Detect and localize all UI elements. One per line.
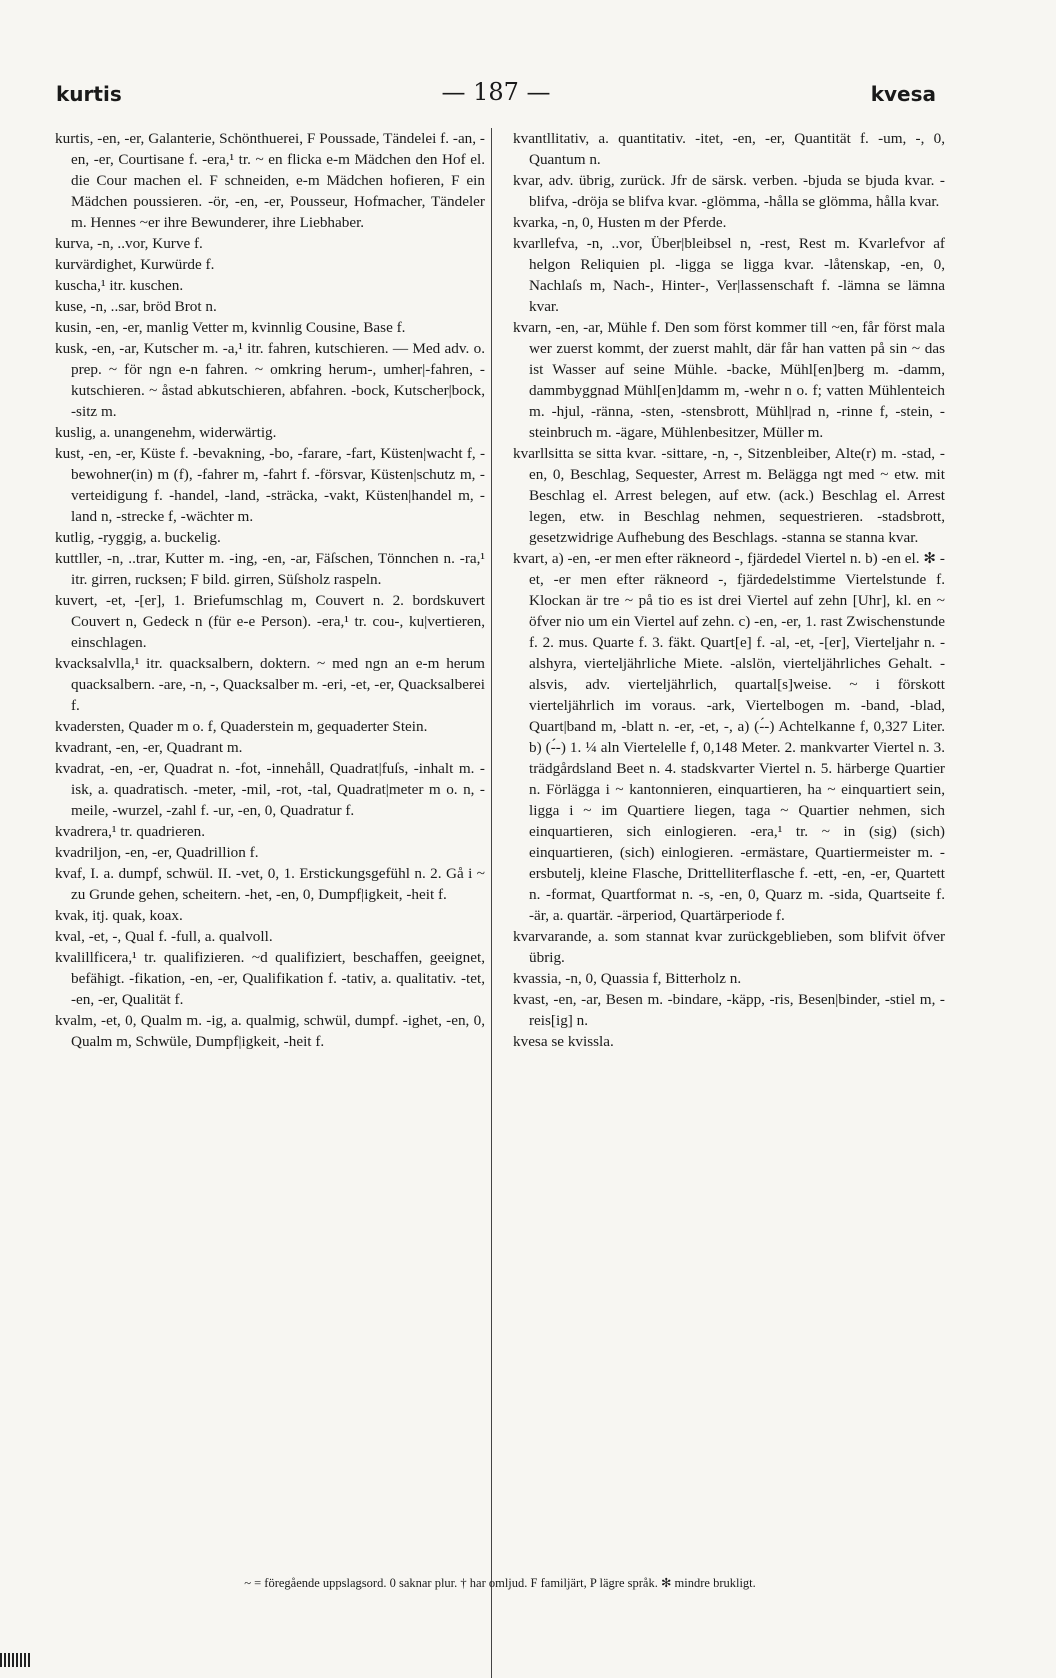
dictionary-entry: kurvärdighet, Kurwürde f.: [55, 256, 215, 273]
dictionary-entry: kvarn, -en, -ar, Mühle f. Den som först kommer till ~en, får först mala wer zuerst kommt, der zuerst mahlt, där får han vatten på sin ~ das ist Wasser auf seine Mühle. -backe, Mühl[en]berg m. -damm, dammbyggnad Mühl[en]damm m, -wehr n o. f; vatten Mühlenteich m. -hjul, -ränna, -sten, -stensbrott, Mühl|rad n, -rinne f, -stein, -steinbruch m. -ägare, Mühlenbesitzer, Müller m.: [513, 319, 945, 441]
page-number: — 187 —: [441, 78, 551, 106]
legend-footer: ~ = föregående uppslagsord. 0 saknar plur. † har omljud. F familjärt, P lägre språk. ✻ mindre brukligt.: [244, 1576, 756, 1590]
dictionary-entry: kuvert, -et, -[er], 1. Briefumschlag m, Couvert n. 2. bordskuvert Couvert n, Gedeck n (für e-e Person). -era,¹ tr. cou-, ku|vertieren, einschlagen.: [55, 592, 485, 651]
dictionary-entry: kusk, -en, -ar, Kutscher m. -a,¹ itr. fahren, kutschieren. — Med adv. o. prep. ~ för ngn e-n fahren. ~ omkring herum-, umher|-fahren, -kutschieren. ~ åstad abkutschieren, abfahren. -bock, Kutscher|bock, -sitz m.: [55, 340, 485, 420]
dictionary-entry: kvesa se kvissla.: [513, 1033, 614, 1050]
dictionary-entry: kurva, -n, ..vor, Kurve f.: [55, 235, 203, 252]
column-divider: [491, 128, 492, 1678]
dictionary-entry: kvarka, -n, 0, Husten m der Pferde.: [513, 214, 727, 231]
dictionary-entry: kvaf, I. a. dumpf, schwül. II. -vet, 0, 1. Erstickungsgefühl n. 2. Gå i ~ zu Grunde gehen, scheitern. -het, -en, 0, Dumpf|igkeit, -heit f.: [55, 865, 485, 903]
dictionary-entry: kvarllsitta se sitta kvar. -sittare, -n, -, Sitzenbleiber, Alte(r) m. -stad, -en, 0, Beschlag, Sequester, Arrest m. Belägga ngt med ~ etw. mit Beschlag el. Arrest belegen, auf etw. (ack.) Beschlag el. Arrest legen, etw. in Beschlag nehmen, sequestrieren. -stadsbrott, gesetzwidrige Aufhebung des Beschlags. -stanna se stanna kvar.: [513, 445, 945, 546]
dictionary-entry: kuse, -n, ..sar, bröd Brot n.: [55, 298, 217, 315]
dictionary-entry: kvarvarande, a. som stannat kvar zurückgeblieben, som blifvit öfver übrig.: [513, 928, 945, 966]
dictionary-entry: kvadersten, Quader m o. f, Quaderstein m, gequaderter Stein.: [55, 718, 428, 735]
dictionary-entry: kvarllefva, -n, ..vor, Über|bleibsel n, -rest, Rest m. Kvarlefvor af helgon Reliquien pl. -ligga se ligga kvar. -låtenskap, -en, 0, Nachlaſs m, Nach-, Hinter-, Ver|lassenschaft f. -lämna se lämna kvar.: [513, 235, 945, 315]
scan-edge-mark: [0, 1653, 30, 1667]
page-header: [56, 78, 936, 118]
dictionary-entry: kvadrat, -en, -er, Quadrat n. -fot, -innehåll, Quadrat|fuſs, -inhalt m. -isk, a. quadratisch. -meter, -mil, -rot, -tal, Quadrat|meter m o. n, -meile, -wurzel, -zahl f. -ur, -en, 0, Quadratur f.: [55, 760, 485, 819]
left-column: [55, 128, 485, 1052]
dictionary-entry: kurtis, -en, -er, Galanterie, Schönthuerei, F Poussade, Tändelei f. -an, -en, -er, Courtisane f. -era,¹ tr. ~ en flicka e-m Mädchen den Hof el. die Cour machen el. F schneiden, e-m Mädchen hofieren, F ein Mädchen poussieren. -ör, -en, -er, Pousseur, Hofmacher, Tändeler m. Hennes ~er ihre Bewunderer, ihre Liebhaber.: [55, 130, 485, 231]
dictionary-entry: kuscha,¹ itr. kuschen.: [55, 277, 184, 294]
dictionary-entry: kusin, -en, -er, manlig Vetter m, kvinnlig Cousine, Base f.: [55, 319, 406, 336]
dictionary-entry: kutlig, -ryggig, a. buckelig.: [55, 529, 221, 546]
dictionary-entry: kvart, a) -en, -er men efter räkneord -, fjärdedel Viertel n. b) -en el. ✻ -et, -er men efter räkneord -, fjärdedelstimme Viertelstunde f. Klockan är tre ~ på tio es ist drei Viertel auf zehn [Uhr], kl. en ~ öfver nio um ein Viertel auf zehn. c) -en, -er, 1. rast Zwischenstunde f. 2. mus. Quarte f. 3. fäkt. Quart[e] f. -al, -et, -[er], Vierteljahr n. -alshyra, vierteljährliche Miete. -alslön, vierteljährliches Gehalt. -alsvis, adv. vierteljährlich, quartal[s]weise. ~ i förskott vierteljährlich im voraus. -ark, Viertelbogen m. -band, -blad, Quart|band m, -blatt n. -er, -et, -, a) (-́-) Achtelkanne f, 0,327 Liter. b) (-́-) 1. ¼ aln Viertelelle f, 0,148 Meter. 2. mankvarter Viertel n. 3. trädgårdsland Beet n. 4. stadskvarter Viertel n. 5. härberge Quartier n. Förlägga i ~ kantonnieren, einquartieren, ha ~ einquartiert sein, ligga i ~ im Quartiere liegen, taga ~ Quartier nehmen, sich einquartieren, sich einlogieren. -era,¹ tr. ~ in (sig) (sich) einquartieren, (sich) einlogieren. -ermästare, Quartiermeister m. -ersbutelj, kleine Flasche, Drittelliterflasche f. -ett, -en, -er, Quartett n. -format, Quartformat n. -s, -en, 0, Quarz m. -sida, Quartseite f. -är, a. quartär. -ärperiod, Quartärperiode f.: [513, 550, 945, 924]
dictionary-entry: kuttller, -n, ..trar, Kutter m. -ing, -en, -ar, Fäſschen, Tönnchen n. -ra,¹ itr. girren, rucksen; F bild. girren, Süſsholz raspeln.: [55, 550, 485, 588]
dictionary-entry: kval, -et, -, Qual f. -full, a. qualvoll.: [55, 928, 273, 945]
dictionary-entry: kvantllitativ, a. quantitativ. -itet, -en, -er, Quantität f. -um, -, 0, Quantum n.: [513, 130, 945, 168]
dictionary-entry: kvar, adv. übrig, zurück. Jfr de särsk. verben. -bjuda se bjuda kvar. -blifva, -dröja se blifva kvar. -glömma, -hålla se glömma, hålla kvar.: [513, 172, 945, 210]
dictionary-entry: kvassia, -n, 0, Quassia f, Bitterholz n.: [513, 970, 742, 987]
header-right-word: kvesa: [870, 82, 936, 106]
dictionary-entry: kvalillficera,¹ tr. qualifizieren. ~d qualifiziert, beschaffen, geeignet, befähigt. -fikation, -en, -er, Qualifikation f. -tativ, a. qualitativ. -tet, -en, -er, Qualität f.: [55, 949, 485, 1008]
dictionary-entry: kust, -en, -er, Küste f. -bevakning, -bo, -farare, -fart, Küsten|wacht f, -bewohner(in) m (f), -fahrer m, -fahrt f. -försvar, Küsten|schutz m, -verteidigung f. -handel, -land, -sträcka, -vakt, Küsten|handel m, -land n, -strecke f, -wächter m.: [55, 445, 485, 525]
right-column: [513, 128, 945, 1052]
dictionary-entry: kvak, itj. quak, koax.: [55, 907, 183, 924]
dictionary-entry: kvalm, -et, 0, Qualm m. -ig, a. qualmig, schwül, dumpf. -ighet, -en, 0, Qualm m, Schwüle, Dumpf|igkeit, -heit f.: [55, 1012, 485, 1050]
dictionary-entry: kvadrant, -en, -er, Quadrant m.: [55, 739, 243, 756]
header-left-word: kurtis: [56, 82, 122, 106]
dictionary-entry: kvadriljon, -en, -er, Quadrillion f.: [55, 844, 259, 861]
dictionary-entry: kvast, -en, -ar, Besen m. -bindare, -käpp, -ris, Besen|binder, -stiel m, -reis[ig] n.: [513, 991, 945, 1029]
dictionary-entry: kuslig, a. unangenehm, widerwärtig.: [55, 424, 277, 441]
dictionary-entry: kvacksalvlla,¹ itr. quacksalbern, doktern. ~ med ngn an e-m herum quacksalbern. -are, -n, -, Quacksalber m. -eri, -et, -er, Quacksalberei f.: [55, 655, 485, 714]
dictionary-entry: kvadrera,¹ tr. quadrieren.: [55, 823, 206, 840]
